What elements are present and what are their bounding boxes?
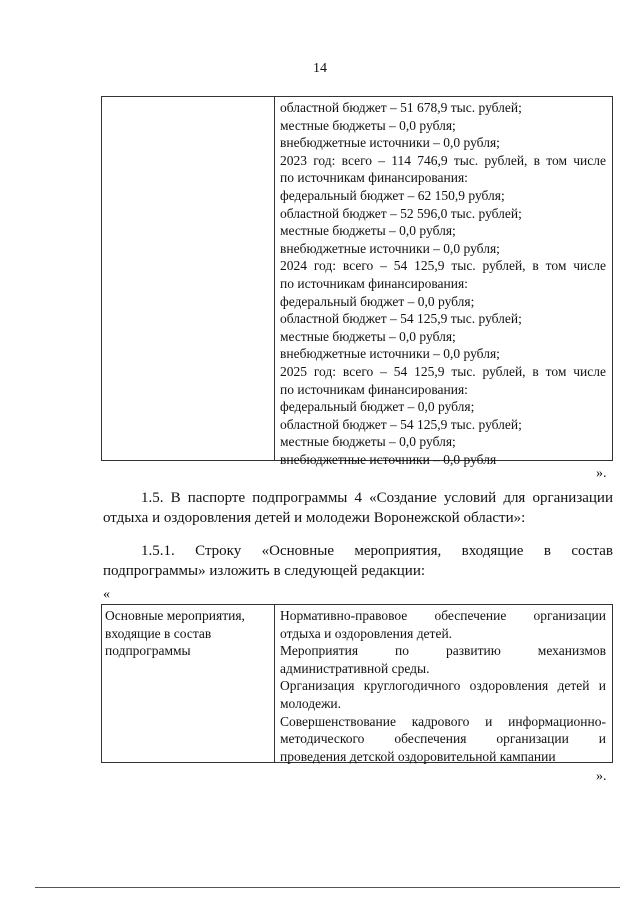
financing-table-line: местные бюджеты – 0,0 рубля; — [280, 328, 456, 344]
activities-table-right-line: Организация круглогодичного оздоровления детей и — [280, 678, 606, 694]
financing-table-line: областной бюджет – 51 678,9 тыс. рублей; — [280, 100, 522, 115]
financing-table-line: федеральный бюджет – 0,0 рубля; — [280, 293, 475, 309]
activities-table-left-line: входящие в состав — [105, 625, 212, 641]
financing-table-line: внебюджетные источники – 0,0 рубля; — [280, 240, 500, 256]
activities-table-right-cell — [280, 607, 606, 765]
activities-table-right-line: молодежи. — [280, 695, 342, 711]
activities-table-left-cell — [105, 607, 271, 660]
activities-table-right-line: проведения детской оздоровительной кампании — [280, 748, 556, 764]
activities-table-right-line: методического обеспечения организации и — [280, 731, 606, 747]
activities-table-left-line: Основные мероприятия, — [105, 608, 245, 623]
activities-table — [101, 604, 613, 763]
financing-table-line: внебюджетные источники – 0,0 рубля — [280, 451, 497, 467]
activities-table-right-line: отдыха и оздоровления детей. — [280, 625, 453, 641]
activities-table-right-line: административной среды. — [280, 660, 430, 676]
activities-table-right-line: Нормативно-правовое обеспечение организации — [280, 608, 606, 623]
financing-table-right-cell — [280, 99, 606, 468]
table-column-divider — [274, 605, 275, 762]
financing-table-line: 2024 год: всего – 54 125,9 тыс. рублей, в том числе — [280, 258, 606, 274]
financing-table-line: внебюджетные источники – 0,0 рубля; — [280, 135, 500, 151]
financing-table-line: 2025 год: всего – 54 125,9 тыс. рублей, в том числе — [280, 363, 606, 379]
financing-table-line: областной бюджет – 54 125,9 тыс. рублей; — [280, 311, 522, 327]
page-number: 14 — [313, 61, 327, 76]
financing-table-line: по источникам финансирования: — [280, 170, 468, 186]
financing-table-line: местные бюджеты – 0,0 рубля; — [280, 117, 456, 133]
financing-table-line: по источникам финансирования: — [280, 275, 468, 291]
paragraph-1-5: 1.5. В паспорте подпрограммы 4 «Создание условий для организации отдыха и оздоровления детей и молодежи Воронежской области»: — [103, 490, 613, 526]
activities-table-right-line: Мероприятия по развитию механизмов — [280, 643, 606, 659]
closing-quote-2: ». — [596, 769, 607, 784]
financing-table-line: федеральный бюджет – 62 150,9 рубля; — [280, 187, 505, 203]
opening-quote: « — [103, 587, 110, 602]
activities-table-right-line: Совершенствование кадрового и информационно- — [280, 713, 606, 729]
financing-table-line: областной бюджет – 54 125,9 тыс. рублей; — [280, 416, 522, 432]
paragraph-1-5-1: 1.5.1. Строку «Основные мероприятия, входящие в состав подпрограммы» изложить в следующей редакции: — [103, 543, 613, 579]
financing-table-line: 2023 год: всего – 114 746,9 тыс. рублей, в том числе — [280, 152, 606, 168]
financing-table-line: местные бюджеты – 0,0 рубля; — [280, 434, 456, 450]
financing-table-line: федеральный бюджет – 0,0 рубля; — [280, 399, 475, 415]
table-column-divider — [274, 97, 275, 460]
financing-table-line: областной бюджет – 52 596,0 тыс. рублей; — [280, 205, 522, 221]
footer-rule — [35, 887, 620, 888]
financing-table-line: по источникам финансирования: — [280, 381, 468, 397]
activities-table-left-line: подпрограммы — [105, 643, 191, 659]
closing-quote-1: ». — [596, 466, 607, 481]
financing-table — [101, 96, 613, 467]
financing-table-line: внебюджетные источники – 0,0 рубля; — [280, 346, 500, 362]
financing-table-line: местные бюджеты – 0,0 рубля; — [280, 223, 456, 239]
